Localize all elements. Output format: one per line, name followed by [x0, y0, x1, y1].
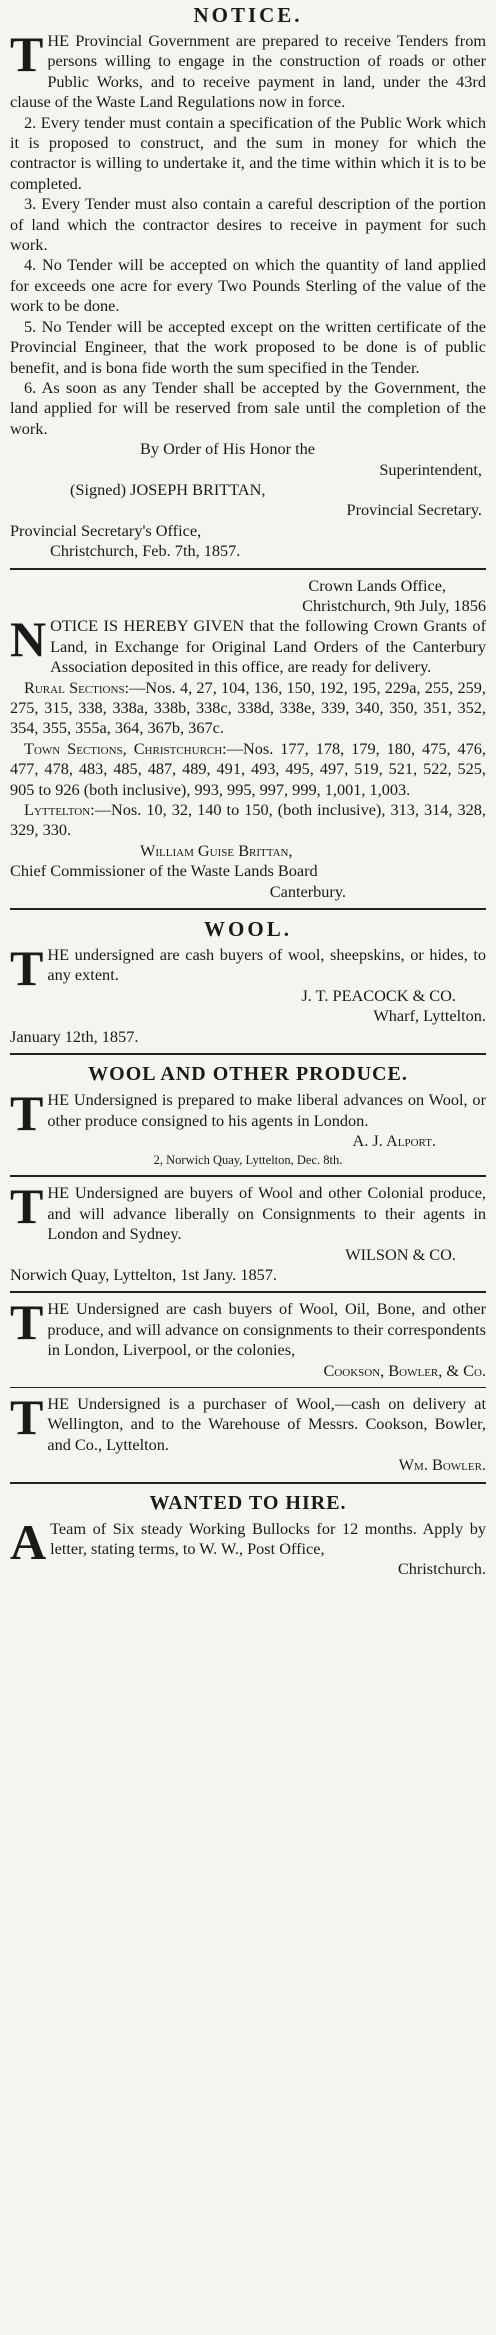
wilson-advertisement: [10, 1178, 486, 1285]
divider: [10, 1387, 486, 1388]
wool-advertisement: [10, 916, 486, 1047]
notice-office-date: Christchurch, Feb. 7th, 1857.: [50, 541, 241, 561]
hire-place: Christchurch.: [397, 1559, 486, 1579]
hire-advertisement: [10, 1490, 486, 1580]
produce-address: 2, Norwich Quay, Lyttelton, Dec. 8th.: [153, 1153, 343, 1168]
notice-paragraph-2: 2. Every tender must contain a specification of the Public Work which it is proposed to construct, and the sum in money for which the contractor is willing to undertake it, and the time within which it is to be completed.: [10, 112, 486, 193]
notice-signed-name: (Signed) JOSEPH BRITTAN,: [70, 479, 266, 499]
crown-lands-advertisement: [10, 576, 486, 903]
wool-paragraph: THE undersigned are cash buyers of wool, sheepskins, or hides, to any extent.: [10, 940, 486, 997]
wilson-address: Norwich Quay, Lyttelton, 1st Jany. 1857.: [10, 1264, 277, 1284]
rural-sections-list: —Nos. 4, 27, 104, 136, 150, 192, 195, 229a, 255, 259, 275, 315, 338, 338a, 338b, 338c, 338d, 338e, 339, 340, 350, 351, 352, 354, 355, 355a, 364, 367b, 367c.: [10, 677, 486, 738]
produce-advertisement: [10, 1061, 486, 1169]
notice-signer-title: Provincial Secretary.: [346, 500, 482, 520]
crown-office: Crown Lands Office,: [308, 575, 446, 595]
hire-paragraph: ATeam of Six steady Working Bullocks for 12 months. Apply by letter, stating terms, to W. W., Post Office,: [10, 1513, 486, 1570]
lyttelton-sections: [10, 800, 486, 841]
notice-paragraph-5: 5. No Tender will be accepted except on the written certificate of the Provincial Engineer, that the work proposed to be done is of public benefit, and is bona fide worth the sum specified in the Tender.: [10, 316, 486, 377]
rural-sections-label: Rural Sections:: [24, 677, 130, 697]
produce-title: WOOL AND OTHER PRODUCE.: [88, 1063, 408, 1086]
crown-signer-name: William Guise Brittan,: [140, 840, 293, 860]
bowler-paragraph: THE Undersigned is a purchaser of Wool,—cash on delivery at Wellington, and to the Warehouse of Messrs. Cookson, Bowler, and Co., Lyttelton.: [10, 1388, 486, 1454]
town-sections-list: —Nos. 177, 178, 179, 180, 475, 476, 477, 478, 483, 485, 487, 489, 491, 493, 495, 497, 519, 521, 522, 525, 905 to 926 (both inclusive), 993, 995, 997, 999, 1,001, 1,003.: [10, 738, 487, 799]
cookson-paragraph: THE Undersigned are cash buyers of Wool, Oil, Bone, and other produce, and will advance on consignments to their correspondents in London, Liverpool, or the colonies,: [10, 1294, 486, 1360]
bowler-advertisement: [10, 1388, 486, 1476]
produce-paragraph: THE Undersigned is prepared to make liberal advances on Wool, or other produce consigned to his agents in London.: [10, 1085, 486, 1142]
divider: [10, 908, 486, 910]
hire-title: WANTED TO HIRE.: [149, 1491, 347, 1514]
rural-sections: [10, 678, 486, 739]
cookson-firm: Cookson, Bowler, & Co.: [323, 1360, 486, 1380]
notice-paragraph-4: 4. No Tender will be accepted on which the quantity of land applied for exceeds one acre for every Two Pounds Sterling of the value of the work to be done.: [10, 255, 486, 316]
notice-superintendent: Superintendent,: [379, 459, 482, 479]
crown-signer-place: Canterbury.: [269, 881, 346, 901]
notice-paragraph-1: THE Provincial Government are prepared to receive Tenders from persons willing to engage in the construction of roads or other Public Works, and to receive payment in land, under the 43rd clause of the Waste Land Regulations now in force.: [10, 26, 486, 112]
lyttelton-sections-list: —Nos. 10, 32, 140 to 150, (both inclusive), 313, 314, 328, 329, 330.: [10, 800, 486, 840]
wool-date: January 12th, 1857.: [10, 1026, 139, 1046]
town-sections: [10, 739, 486, 800]
divider: [10, 1482, 486, 1484]
lyttelton-sections-label: Lyttelton:: [24, 800, 95, 820]
town-sections-label: Town Sections, Christchurch:: [24, 738, 227, 758]
crown-signer-title: Chief Commissioner of the Waste Lands Board: [10, 861, 318, 881]
bowler-name: Wm. Bowler.: [398, 1455, 486, 1475]
notice-title: NOTICE.: [193, 3, 303, 27]
wilson-paragraph: THE Undersigned are buyers of Wool and other Colonial produce, and will advance liberally on Consignments to their agents in London and Sydney.: [10, 1178, 486, 1244]
notice-by-order: By Order of His Honor the: [140, 439, 315, 459]
divider: [10, 1175, 486, 1177]
wool-title: WOOL.: [204, 917, 292, 942]
notice-advertisement: [10, 2, 486, 562]
wool-firm: J. T. PEACOCK & CO.: [301, 985, 456, 1005]
wool-place: Wharf, Lyttelton.: [373, 1006, 486, 1026]
divider: [10, 568, 486, 570]
notice-paragraph-3: 3. Every Tender must also contain a careful description of the portion of land which the contractor desires to receive in payment for such work.: [10, 194, 486, 255]
divider: [10, 1291, 486, 1293]
produce-name: A. J. Alport.: [352, 1130, 436, 1150]
crown-paragraph-1: NOTICE IS HEREBY GIVEN that the following Crown Grants of Land, in Exchange for Original Land Orders of the Canterbury Association deposited in this office, are ready for delivery.: [10, 611, 486, 677]
crown-date: Christchurch, 9th July, 1856: [302, 595, 486, 615]
divider: [10, 1053, 486, 1055]
wilson-firm: WILSON & CO.: [345, 1244, 456, 1264]
notice-paragraph-6: 6. As soon as any Tender shall be accepted by the Government, the land applied for will be reserved from sale until the completion of the work.: [10, 377, 486, 438]
cookson-advertisement: [10, 1294, 486, 1381]
notice-office: Provincial Secretary's Office,: [10, 520, 202, 540]
